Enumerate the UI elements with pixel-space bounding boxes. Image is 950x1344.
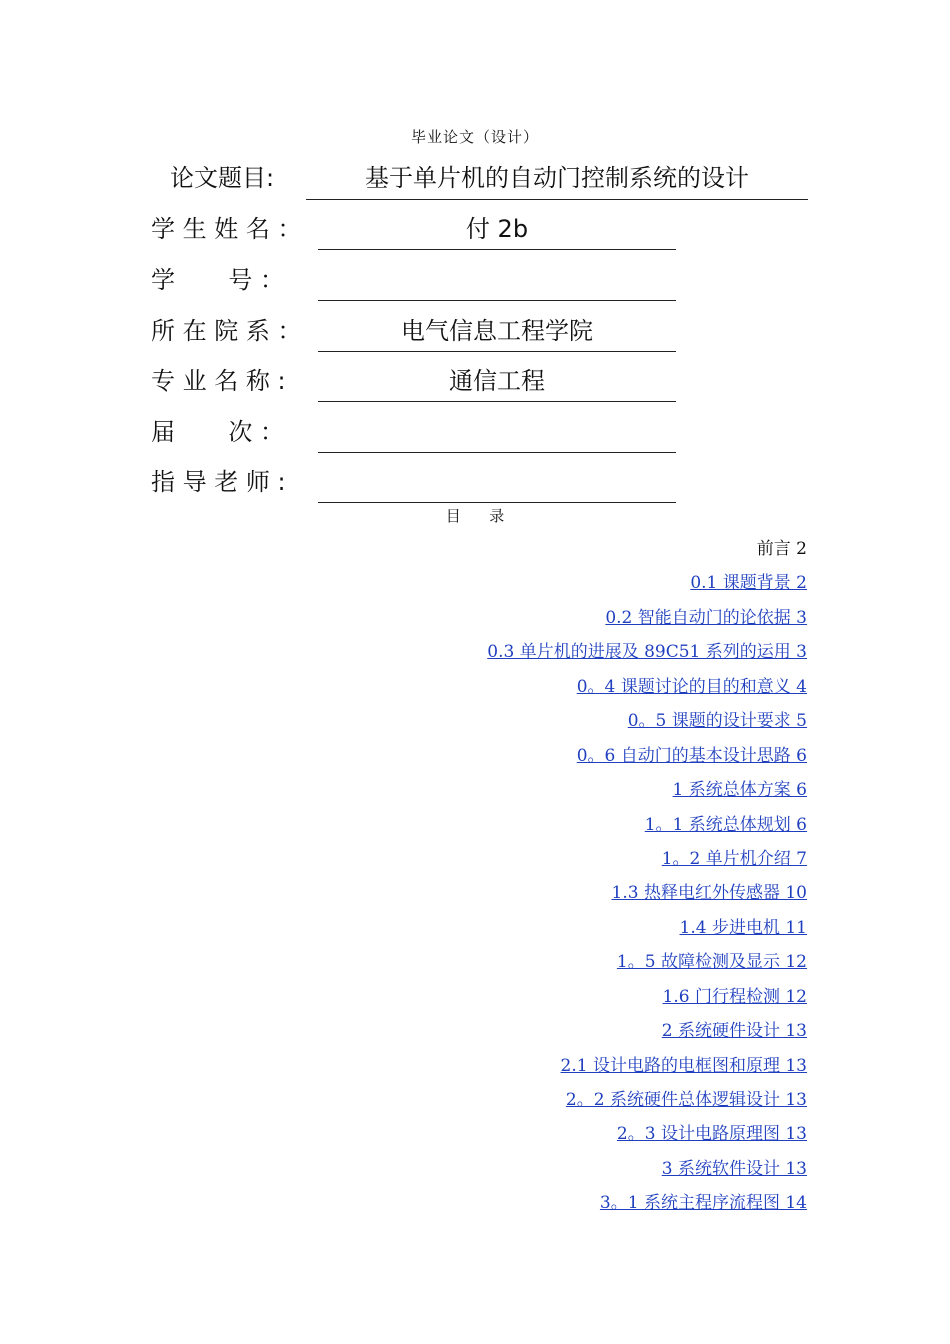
- toc-link[interactable]: 1.3 热释电红外传感器 10: [611, 883, 807, 904]
- toc-link[interactable]: 1.4 步进电机 11: [679, 917, 807, 938]
- toc-entry[interactable]: [107, 1019, 807, 1053]
- student-id-underline: [318, 300, 676, 301]
- toc-link[interactable]: 1。5 故障检测及显示 12: [616, 952, 807, 973]
- toc-link[interactable]: 3 系统软件设计 13: [661, 1158, 807, 1179]
- toc-link[interactable]: 1.6 门行程检测 12: [662, 986, 807, 1007]
- toc-link[interactable]: 2 系统硬件设计 13: [661, 1021, 807, 1042]
- toc-entry[interactable]: [107, 640, 807, 674]
- toc-entry[interactable]: [107, 744, 807, 778]
- table-of-contents: [107, 537, 807, 1226]
- department-label: 所 在 院 系 ：: [151, 317, 302, 345]
- student-name-underline: [318, 249, 676, 250]
- toc-entry[interactable]: [107, 675, 807, 709]
- student-name-label: 学 生 姓 名 ：: [151, 215, 302, 243]
- toc-entry[interactable]: [107, 606, 807, 640]
- toc-text: 前言 2: [756, 539, 807, 559]
- major-value: 通信工程: [449, 367, 545, 395]
- toc-link[interactable]: 1。1 系统总体规划 6: [644, 814, 807, 835]
- thesis-title-value: 基于单片机的自动门控制系统的设计: [365, 164, 749, 192]
- toc-entry[interactable]: [107, 709, 807, 743]
- toc-entry[interactable]: [107, 1054, 807, 1088]
- toc-title: 目 录: [445, 507, 505, 525]
- toc-entry[interactable]: [107, 847, 807, 881]
- toc-entry[interactable]: [107, 1122, 807, 1156]
- toc-entry[interactable]: [107, 916, 807, 950]
- toc-entry[interactable]: [107, 1157, 807, 1191]
- toc-link[interactable]: 2。2 系统硬件总体逻辑设计 13: [565, 1090, 807, 1110]
- toc-entry[interactable]: [107, 985, 807, 1019]
- class-year-label: 届 次 ：: [151, 418, 285, 446]
- toc-entry[interactable]: [107, 571, 807, 605]
- toc-entry[interactable]: [107, 1191, 807, 1225]
- toc-link[interactable]: 0.2 智能自动门的论依据 3: [605, 607, 807, 628]
- department-underline: [318, 351, 676, 352]
- toc-entry[interactable]: [107, 813, 807, 847]
- major-underline: [318, 401, 676, 402]
- toc-entry[interactable]: [107, 778, 807, 812]
- student-name-value: 付 2b: [465, 215, 529, 243]
- advisor-label: 指 导 老 师 :: [151, 468, 286, 496]
- toc-link[interactable]: 0。6 自动门的基本设计思路 6: [576, 745, 807, 766]
- class-year-underline: [318, 452, 676, 453]
- department-value: 电气信息工程学院: [401, 317, 593, 345]
- toc-entry[interactable]: [107, 881, 807, 915]
- toc-entry[interactable]: [107, 950, 807, 984]
- major-label: 专 业 名 称 :: [151, 367, 286, 395]
- toc-link[interactable]: 0.3 单片机的进展及 89C51 系列的运用 3: [487, 642, 807, 663]
- thesis-title-label: 论文题目:: [170, 164, 275, 192]
- toc-link[interactable]: 1。2 单片机介绍 7: [661, 848, 807, 869]
- toc-link[interactable]: 0。5 课题的设计要求 5: [627, 711, 807, 732]
- student-id-label: 学 号 ：: [151, 266, 285, 294]
- toc-link[interactable]: 0。4 课题讨论的目的和意义 4: [576, 676, 807, 697]
- header-title: 毕业论文（设计）: [410, 128, 539, 146]
- toc-link[interactable]: 1 系统总体方案 6: [672, 780, 807, 801]
- toc-link[interactable]: 0.1 课题背景 2: [690, 573, 807, 594]
- advisor-underline: [318, 502, 676, 503]
- toc-link[interactable]: 3。1 系统主程序流程图 14: [599, 1193, 807, 1214]
- toc-link[interactable]: 2。3 设计电路原理图 13: [616, 1124, 807, 1145]
- toc-entry: [107, 537, 807, 571]
- toc-entry[interactable]: [107, 1088, 807, 1122]
- thesis-title-underline: [306, 199, 808, 200]
- toc-link[interactable]: 2.1 设计电路的电框图和原理 13: [560, 1055, 807, 1076]
